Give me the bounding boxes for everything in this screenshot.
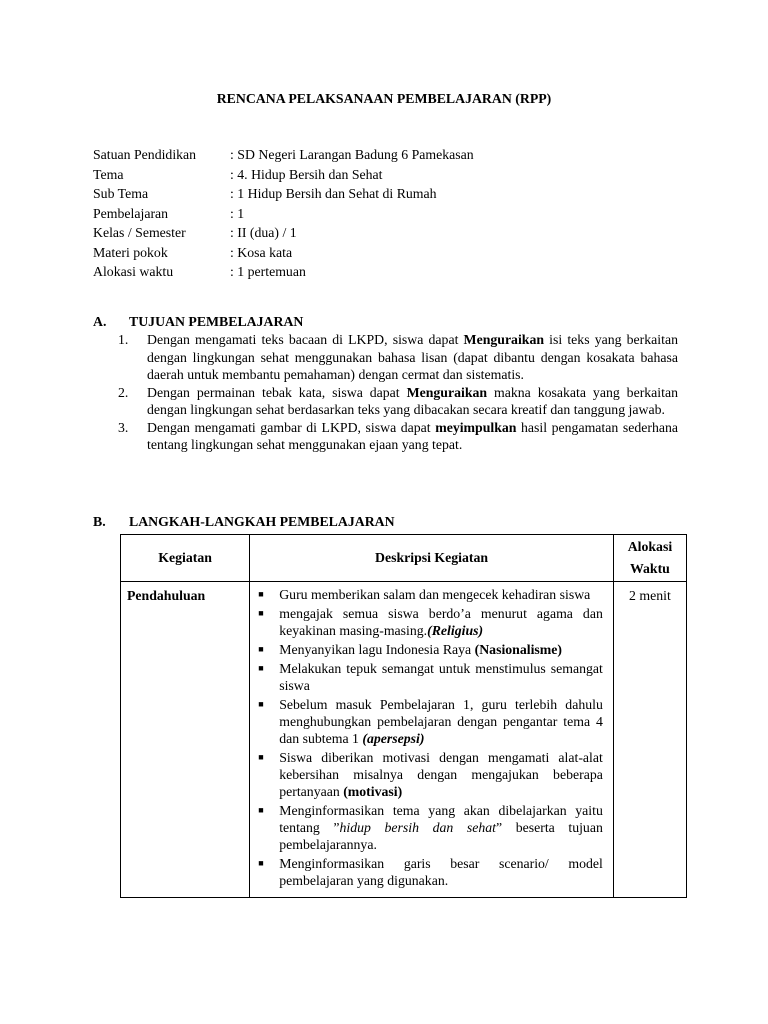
goal-text-part: Dengan permainan tebak kata, siswa dapat [147, 384, 407, 400]
identity-value: : II (dua) / 1 [230, 225, 297, 240]
identity-label: Alokasi waktu [93, 264, 174, 279]
document-title: RENCANA PELAKSANAAN PEMBELAJARAN (RPP) [216, 91, 552, 106]
identity-value: : SD Negeri Larangan Badung 6 Pamekasan [230, 147, 474, 162]
section-letter: A. [93, 314, 107, 329]
list-item-text [279, 802, 603, 853]
goal-item [118, 384, 678, 419]
list-item-text [279, 641, 603, 658]
goal-item [118, 419, 678, 454]
list-item [256, 586, 603, 603]
identity-label: Pembelajaran [93, 205, 169, 221]
list-item-text [279, 605, 603, 639]
section-title: LANGKAH-LANGKAH PEMBELAJARAN [129, 514, 395, 529]
list-item [256, 660, 603, 694]
section-b-heading [93, 513, 395, 531]
goal-text [147, 331, 678, 384]
item-emphasis: hidup bersih dan sehat [339, 820, 497, 835]
list-item [256, 696, 603, 747]
goal-text-part: hasil pengamatan sederhana tentang lingkungan sehat menggunakan ejaan yang tepat. [147, 419, 678, 452]
identity-row [93, 244, 693, 264]
identity-value: : 1 pertemuan [230, 264, 306, 279]
identity-row [93, 263, 693, 283]
square-bullet-icon: ■ [258, 608, 264, 618]
goal-text-part: isi teks yang berkaitan dengan lingkungan sehat menggunakan bahasa lisan (dapat dibantu dengan kosakata bahasa daerah untuk membantu pemahaman) dengan cermat dan sistematis. [147, 332, 678, 382]
row-deskripsi [250, 582, 614, 898]
square-bullet-icon: ■ [258, 858, 264, 868]
identity-row [93, 166, 693, 186]
header-kegiatan: Kegiatan [121, 535, 250, 582]
list-item [256, 855, 603, 889]
goal-item [118, 331, 678, 384]
goal-text-part: Dengan mengamati gambar di LKPD, siswa dapat [147, 419, 436, 435]
item-text: Menginformasikan garis besar scenario/ model pembelajaran yang digunakan. [279, 856, 603, 888]
identity-value: : 4. Hidup Bersih dan Sehat [230, 166, 383, 182]
goal-keyword: Menguraikan [463, 332, 545, 347]
identity-label: Satuan Pendidikan [93, 147, 197, 162]
section-title: TUJUAN PEMBELAJARAN [129, 314, 304, 329]
list-item-text [279, 749, 603, 800]
item-text: Sebelum masuk Pembelajaran 1, guru terlebih dahulu menghubungkan pembelajaran dengan pengantar tema 4 dan subtema 1 [279, 697, 603, 746]
section-letter: B. [93, 514, 106, 529]
identity-value: : 1 [230, 205, 245, 221]
identity-label: Materi pokok [93, 244, 168, 260]
item-text: mengajak semua siswa berdo’a menurut agama dan keyakinan masing-masing. [279, 606, 603, 638]
identity-value: : 1 Hidup Bersih dan Sehat di Rumah [230, 186, 437, 201]
header-deskripsi: Deskripsi Kegiatan [250, 535, 614, 582]
identity-row [93, 146, 693, 166]
square-bullet-icon: ■ [258, 805, 264, 815]
identity-row [93, 185, 693, 205]
square-bullet-icon: ■ [258, 663, 264, 673]
list-item-text [279, 855, 603, 889]
list-item-text [279, 696, 603, 747]
goal-keyword: Menguraikan [406, 384, 488, 400]
row-alokasi: 2 menit [613, 582, 686, 898]
item-emphasis: (Religius) [427, 623, 484, 638]
item-text: Melakukan tepuk semangat untuk menstimulus semangat siswa [279, 661, 603, 693]
goal-number: 1. [118, 332, 129, 347]
section-a-heading [93, 313, 303, 331]
identity-label: Tema [93, 166, 124, 182]
square-bullet-icon: ■ [258, 644, 264, 654]
goal-number: 3. [118, 419, 129, 435]
list-item-text [279, 660, 603, 694]
goal-number: 2. [118, 384, 129, 400]
list-item [256, 605, 603, 639]
item-emphasis: (apersepsi) [362, 731, 425, 746]
identity-row [93, 205, 693, 225]
goal-keyword: meyimpulkan [435, 419, 517, 435]
identity-row [93, 224, 693, 244]
item-emphasis: (motivasi) [343, 784, 403, 799]
table-header-row [121, 535, 687, 582]
list-item [256, 802, 603, 853]
goals-list [118, 331, 678, 454]
list-item [256, 641, 603, 658]
goal-text-part: makna kosakata yang berkaitan dengan lingkungan sehat berdasarkan teks yang dibacakan secara kreatif dan tanggung jawab. [147, 384, 678, 417]
item-text: Menginformasikan tema yang akan dibelajarkan yaitu tentang ” [279, 803, 603, 835]
identity-block [93, 146, 693, 283]
square-bullet-icon: ■ [258, 752, 264, 762]
item-text: Menyanyikan lagu Indonesia Raya [279, 642, 475, 657]
item-text: Guru memberikan salam dan mengecek kehadiran siswa [279, 587, 591, 602]
identity-value: : Kosa kata [230, 244, 293, 260]
list-item-text [279, 586, 603, 603]
item-text: Siswa diberikan motivasi dengan mengamati alat-alat kebersihan misalnya dengan mengajukan beberapa pertanyaan [279, 750, 603, 799]
list-item [256, 749, 603, 800]
square-bullet-icon: ■ [258, 699, 264, 709]
activity-list [256, 586, 603, 889]
square-bullet-icon: ■ [258, 589, 264, 599]
identity-label: Sub Tema [93, 186, 149, 201]
goal-text [147, 384, 678, 419]
header-alokasi: Alokasi Waktu [613, 535, 686, 582]
goal-text-part: Dengan mengamati teks bacaan di LKPD, siswa dapat [147, 332, 464, 347]
activity-table [120, 534, 687, 898]
identity-label: Kelas / Semester [93, 225, 186, 240]
goal-text [147, 419, 678, 454]
row-kegiatan: Pendahuluan [121, 582, 250, 898]
item-emphasis: (Nasionalisme) [474, 642, 563, 657]
item-text: ” beserta tujuan pembelajarannya. [279, 820, 603, 852]
table-row [121, 582, 687, 898]
